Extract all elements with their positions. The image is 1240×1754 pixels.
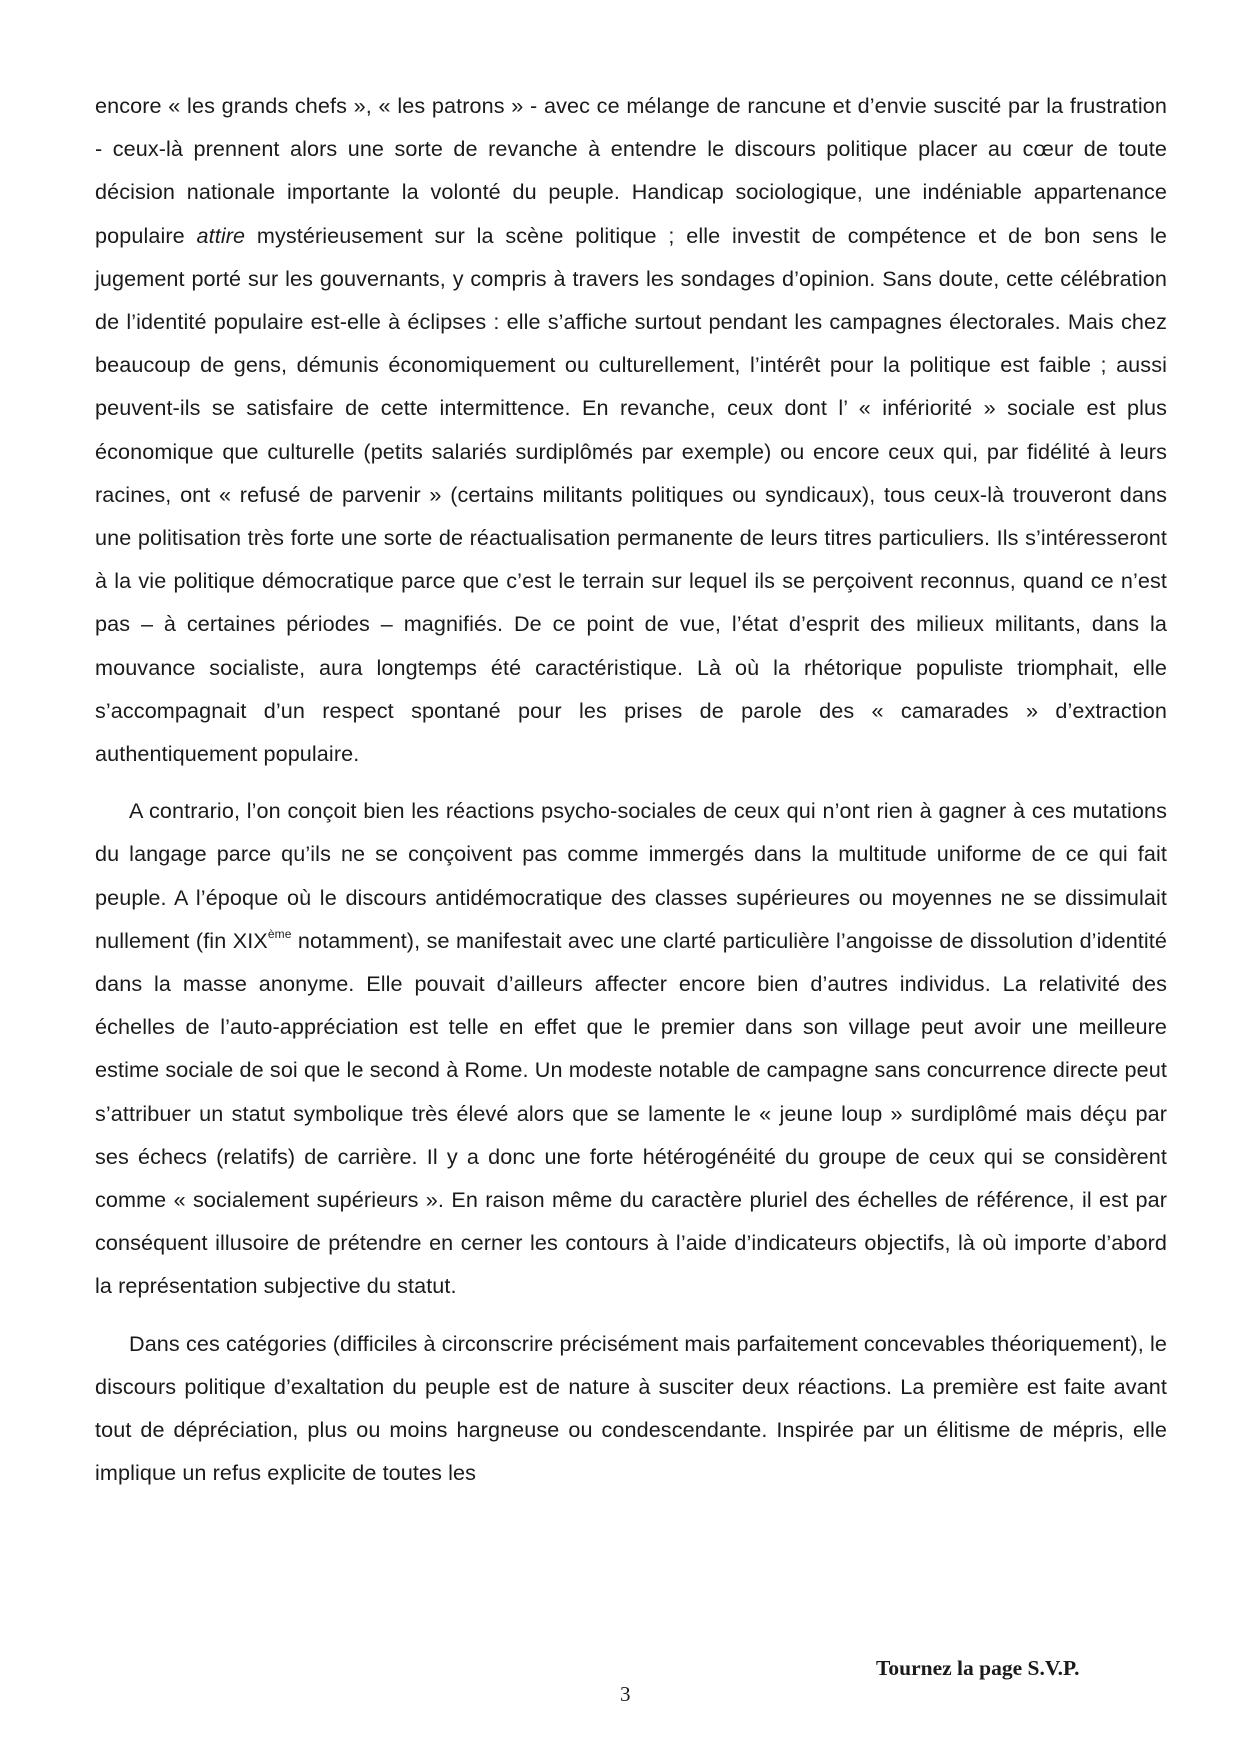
- paragraph-1-text-2: mystérieusement sur la scène politique ; elle investit de compétence et de bon sens le jugement porté sur les gouvernants, y compris à travers les sondages d’opinion. Sans doute, cette célébration de l’identité populaire est-elle à éclipses : elle s’affiche surtout pendant les campagnes électorales. Mais chez beaucoup de gens, démunis économiquement ou culturellement, l’intérêt pour la politique est faible ; aussi peuvent-ils se satisfaire de cette intermittence. En revanche, ceux dont l’ « infériorité » sociale est plus économique que culturelle (petits salariés surdiplômés par exemple) ou encore ceux qui, par fidélité à leurs racines, ont « refusé de parvenir » (certains militants politiques ou syndicaux), tous ceux-là trouveront dans une politisation très forte une sorte de réactualisation permanente de leurs titres particuliers. Ils s’intéresseront à la vie politique démocratique parce que c’est le terrain sur lequel ils se perçoivent reconnus, quand ce n’est pas – à certaines périodes – magnifiés. De ce point de vue, l’état d’esprit des milieux militants, dans la mouvance socialiste, aura longtemps été caractéristique. Là où la rhétorique populiste triomphait, elle s’accompagnait d’un respect spontané pour les prises de parole des « camarades » d’extraction authentiquement populaire.: [95, 222, 1168, 767]
- paragraph-3: [95, 1322, 1167, 1495]
- paragraph-1-text-1: encore « les grands chefs », « les patrons » - avec ce mélange de rancune et d’envie suscité par la frustration - ceux-là prennent alors une sorte de revanche à entendre le discours politique placer au cœur de toute décision nationale importante la volonté du peuple. Handicap sociologique, une indéniable appartenance populaire: [95, 93, 1167, 248]
- paragraph-3-text-1: Dans ces catégories (difficiles à circonscrire précisément mais parfaitement concevables théoriquement), le discours politique d’exaltation du peuple est de nature à susciter deux réactions. La première est faite avant tout de dépréciation, plus ou moins hargneuse ou condescendante. Inspirée par un élitisme de mépris, elle implique un refus explicite de toutes les: [95, 1330, 1167, 1486]
- paragraph-2-text-2: notamment), se manifestait avec une clarté particulière l’angoisse de dissolution d’identité dans la masse anonyme. Elle pouvait d’ailleurs affecter encore bien d’autres individus. La relativité des échelles de l’auto-appréciation est telle en effet que le premier dans son village peut avoir une meilleure estime sociale de soi que le second à Rome. Un modeste notable de campagne sans concurrence directe peut s’attribuer un statut symbolique très élevé alors que se lamente le « jeune loup » surdiplômé mais déçu par ses échecs (relatifs) de carrière. Il y a donc une forte hétérogénéité du groupe de ceux qui se considèrent comme « socialement supérieurs ». En raison même du caractère pluriel des échelles de référence, il est par conséquent illusoire de prétendre en cerner les contours à l’aide d’indicateurs objectifs, là où importe d’abord la représentation subjective du statut.: [95, 927, 1168, 1299]
- paragraph-2: [95, 789, 1167, 1307]
- paragraph-2-text-1: A contrario, l’on conçoit bien les réactions psycho-sociales de ceux qui n’ont rien à gagner à ces mutations du langage parce qu’ils ne se conçoivent pas comme immergés dans la multitude uniforme de ce qui fait peuple. A l’époque où le discours antidémocratique des classes supérieures ou moyennes ne se dissimulait nullement (fin XIX: [95, 798, 1167, 953]
- superscript-eme: ème: [267, 926, 292, 941]
- paragraph-1: [95, 84, 1167, 775]
- page-number: 3: [620, 1682, 631, 1706]
- body-text: [95, 84, 1167, 1495]
- italic-word-attire: attire: [196, 222, 246, 248]
- turn-page-note: Tournez la page S.V.P.: [876, 1656, 1080, 1680]
